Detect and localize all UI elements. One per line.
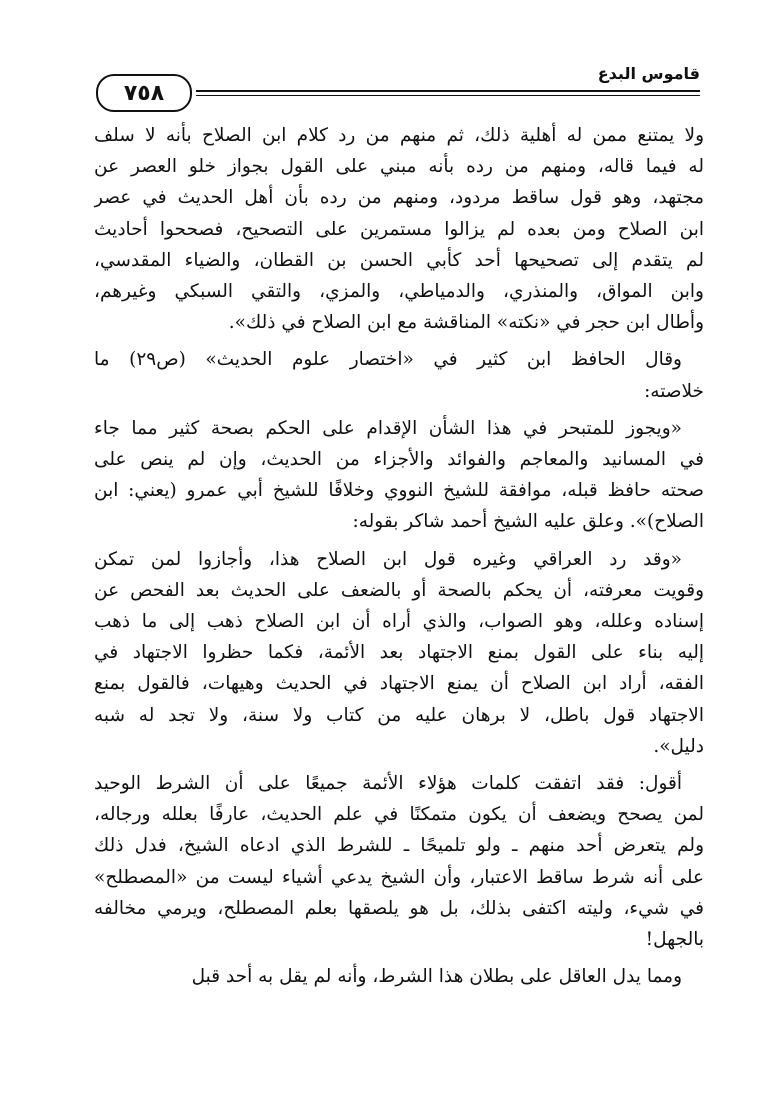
text-line: لم يتقدم إلى تصحيحها أحد كأبي الحسن بن القطان، والضياء المقدسي، <box>94 249 704 271</box>
paragraph <box>94 961 704 992</box>
page-body <box>94 120 704 998</box>
paragraph <box>94 344 704 406</box>
paragraph <box>94 544 704 762</box>
text-line: في المسانيد والمعاجم والفوائد والأجزاء من الحديث، وإن لم ينص على <box>94 449 704 471</box>
text-line: إليه بناء على القول بمنع الاجتهاد بعد الأئمة، فكما حظروا الاجتهاد في <box>94 642 704 664</box>
header-rule-thin <box>196 95 700 96</box>
text-line: الاجتهاد قول باطل، لا برهان عليه من كتاب ولا سنة، ولا تجد له شبه <box>94 704 704 726</box>
text-line: بالجهل! <box>645 929 704 951</box>
page-number-badge <box>96 74 192 112</box>
text-line: وأطال ابن حجر في «نكته» المناقشة مع ابن الصلاح في ذلك». <box>228 312 704 334</box>
text-line: وقويت معرفته، أن يحكم بالصحة أو بالضعف على الحديث بعد الفحص عن <box>94 579 704 601</box>
text-line: «ويجوز للمتبحر في هذا الشأن الإقدام على الحكم بصحة كثير مما جاء <box>94 417 682 439</box>
paragraph <box>94 768 704 955</box>
text-line: خلاصته: <box>644 380 704 402</box>
text-line: وقال الحافظ ابن كثير في «اختصار علوم الحديث» (ص٢٩) ما <box>94 349 682 371</box>
text-line: الصلاح)». وعلق عليه الشيخ أحمد شاكر بقوله: <box>352 511 704 533</box>
text-line: صحته حافظ قبله، موافقة للشيخ النووي وخلافًا للشيخ أبي عمرو (يعني: ابن <box>94 480 704 502</box>
text-line: وابن المواق، والمنذري، والدمياطي، والمزي، والتقي السبكي وغيرهم، <box>94 281 704 303</box>
paragraph <box>94 120 704 338</box>
page-header <box>96 58 700 118</box>
text-line: إسناده وعلله، وهو الصواب، والذي أراه أن ابن الصلاح ذهب إلى ما ذهب <box>94 611 704 633</box>
text-line: ومما يدل العاقل على بطلان هذا الشرط، وأنه لم يقل به أحد قبل <box>191 966 682 988</box>
text-line: على أنه شرط ساقط الاعتبار، وأن الشيخ يدعي أشياء ليست من «المصطلح» <box>94 866 704 888</box>
text-line: ولم يتعرض أحد منهم ـ ولو تلميحًا ـ للشرط الذي ادعاه الشيخ، فدل ذلك <box>94 835 704 857</box>
text-line: «وقد رد العراقي وغيره قول ابن الصلاح هذا، وأجازوا لمن تمكن <box>94 548 682 570</box>
page-number: ٧٥٨ <box>123 80 165 106</box>
text-line: دليل». <box>653 735 704 757</box>
header-rule <box>196 90 700 92</box>
text-line: أقول: فقد اتفقت كلمات هؤلاء الأئمة جميعًا على أن الشرط الوحيد <box>94 773 682 795</box>
text-line: لمن يصحح ويضعف أن يكون متمكنًا في علم الحديث، عارفًا بعلله ورجاله، <box>94 804 704 826</box>
paragraph <box>94 413 704 538</box>
text-line: مجتهد، وهو قول ساقط مردود، ومنهم من رده بأن أهل الحديث في عصر <box>94 187 704 209</box>
text-line: ولا يمتنع ممن له أهلية ذلك، ثم منهم من رد كلام ابن الصلاح بأنه لا سلف <box>94 125 704 146</box>
text-line: له فيما قاله، ومنهم من رده بأنه مبني على القول بجواز خلو العصر عن <box>94 156 704 178</box>
text-line: الفقه، أراد ابن الصلاح أن يمنع الاجتهاد في الحديث وهيهات، فالقول بمنع <box>94 673 704 695</box>
text-line: ابن الصلاح ومن بعده لم يزالوا مستمرين على التصحيح، فصححوا أحاديث <box>94 218 704 240</box>
book-title: قاموس البدع <box>597 64 700 83</box>
text-line: في شيء، وليته اكتفى بذلك، بل هو يلصقها بعلم المصطلح، ويرمي مخالفه <box>94 897 704 919</box>
